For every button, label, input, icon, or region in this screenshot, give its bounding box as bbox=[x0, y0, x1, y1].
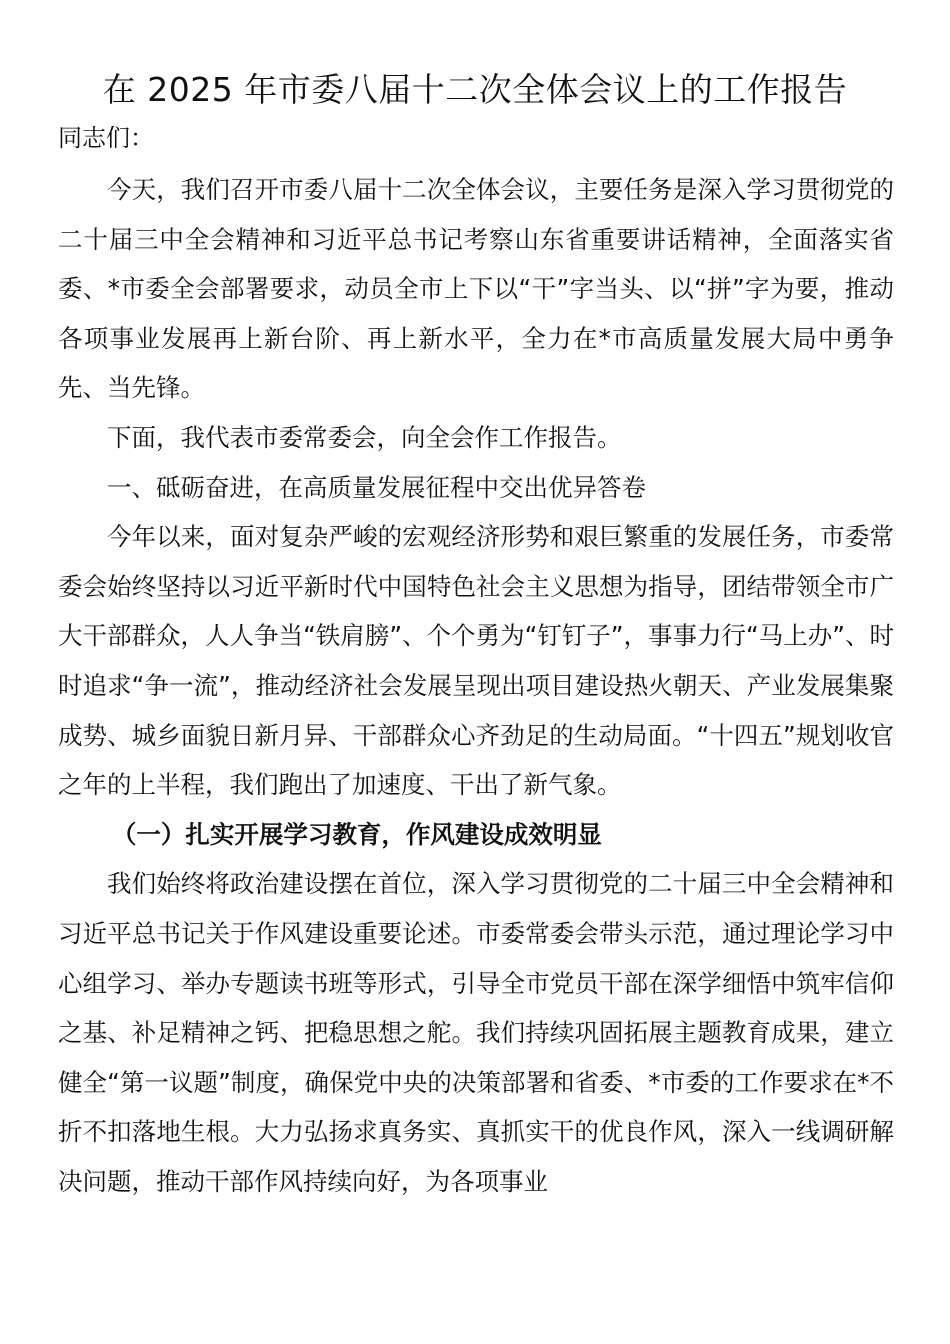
paragraph-study: 我们始终将政治建设摆在首位，深入学习贯彻党的二十届三中全会精神和习近平总书记关于作风建设重要论述。市委常委会带头示范，通过理论学习中心组学习、举办专题读书班等形式，引导全市党员干部在深学细悟中筑牢信仰之基、补足精神之钙、把稳思想之舵。我们持续巩固拓展主题教育成果，建立健全“第一议题”制度，确保党中央的决策部署和省委、*市委的工作要求在*不折不扣落地生根。大力弘扬求真务实、真抓实干的优良作风，深入一线调研解决问题，推动干部作风持续向好，为各项事业 bbox=[58, 869, 894, 1196]
salutation: 同志们： bbox=[58, 124, 154, 152]
subsection-heading-1: （一）扎实开展学习教育，作风建设成效明显 bbox=[111, 819, 602, 849]
paragraph-summary: 今年以来，面对复杂严峻的宏观经济形势和艰巨繁重的发展任务，市委常委会始终坚持以习近平新时代中国特色社会主义思想为指导，团结带领全市广大干部群众，人人争当“铁肩膀”、个个勇为“钉钉子”，事事力行“马上办”、时时追求“争一流”，推动经济社会发展呈现出项目建设热火朝天、产业发展集聚成势、城乡面貌日新月异、干部群众心齐劲足的生动局面。“十四五”规划收官之年的上半程，我们跑出了加速度、干出了新气象。 bbox=[58, 522, 894, 800]
paragraph-intro: 下面，我代表市委常委会，向全会作工作报告。 bbox=[107, 422, 622, 452]
document-title: 在 2025 年市委八届十二次全体会议上的工作报告 bbox=[102, 70, 848, 109]
paragraph-opening: 今天，我们召开市委八届十二次全体会议，主要任务是深入学习贯彻党的二十届三中全会精神和习近平总书记考察山东省重要讲话精神，全面落实省委、*市委全会部署要求，动员全市上下以“干”字当头、以“拼”字为要，推动各项事业发展再上新台阶、再上新水平，全力在*市高质量发展大局中勇争先、当先锋。 bbox=[58, 175, 894, 403]
document-body bbox=[58, 165, 894, 1206]
section-heading-1: 一、砥砺奋进，在高质量发展征程中交出优异答卷 bbox=[107, 472, 646, 502]
